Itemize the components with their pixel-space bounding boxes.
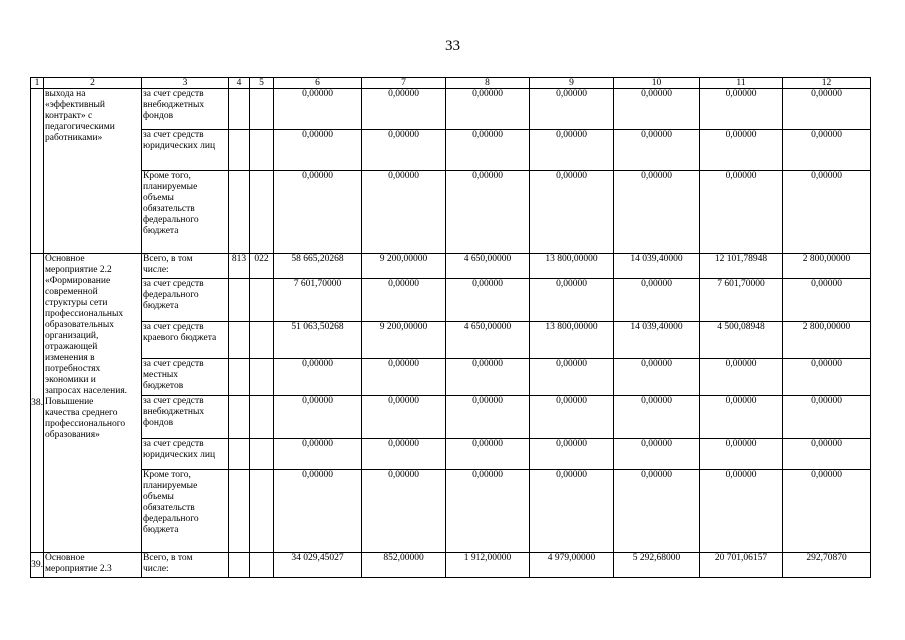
cell-line: объемы [143, 492, 174, 502]
value-cell: 0,00000 [446, 439, 530, 470]
header-cell: 6 [274, 78, 362, 89]
value-cell: 4 650,00000 [446, 254, 530, 279]
table-row [31, 359, 871, 396]
cell-line: бюджетов [143, 381, 184, 391]
budget-table [30, 77, 871, 578]
cell-line: «эффективный [45, 100, 106, 110]
cell-line: фондов [143, 418, 174, 428]
header-cell: 4 [229, 78, 250, 89]
cell-line: современной [45, 287, 98, 297]
value-cell: 0,00000 [362, 396, 446, 439]
header-cell: 5 [250, 78, 274, 89]
cell-line: образовательных [45, 320, 114, 330]
table-row [31, 254, 871, 279]
value-cell: 0,00000 [362, 130, 446, 171]
funding-source-cell [142, 254, 229, 279]
value-cell: 0,00000 [362, 359, 446, 396]
value-cell: 0,00000 [614, 89, 700, 130]
value-cell: 9 200,00000 [362, 322, 446, 359]
value-cell: 0,00000 [614, 396, 700, 439]
code-cell [250, 130, 274, 171]
cell-line: бюджета [143, 525, 179, 535]
value-cell: 0,00000 [530, 359, 614, 396]
cell-line: за счет средств [143, 322, 204, 332]
cell-line: контракт» с [45, 111, 93, 121]
value-cell: 0,00000 [700, 359, 783, 396]
table-row [31, 439, 871, 470]
cell-line: мероприятие 2.3 [45, 564, 112, 574]
value-cell: 0,00000 [274, 171, 362, 254]
header-cell: 9 [530, 78, 614, 89]
funding-source-cell [142, 439, 229, 470]
cell-line: структуры сети [45, 298, 108, 308]
table-row [31, 89, 871, 130]
value-cell: 4 650,00000 [446, 322, 530, 359]
value-cell: 0,00000 [614, 359, 700, 396]
value-cell: 0,00000 [362, 470, 446, 553]
cell-line: бюджета [143, 301, 179, 311]
funding-source-cell [142, 470, 229, 553]
value-cell: 7 601,70000 [274, 279, 362, 322]
header-cell: 11 [700, 78, 783, 89]
value-cell: 0,00000 [274, 130, 362, 171]
table-row [31, 130, 871, 171]
row-number-cell [31, 89, 44, 254]
measure-name-cell [44, 254, 142, 553]
code-cell [250, 470, 274, 553]
value-cell: 1 912,00000 [446, 553, 530, 578]
cell-line: экономики и [45, 375, 96, 385]
cell-line: запросах населения. [45, 386, 128, 396]
cell-line: профессионального [45, 419, 126, 429]
value-cell: 0,00000 [530, 279, 614, 322]
value-cell: 14 039,40000 [614, 254, 700, 279]
value-cell: 14 039,40000 [614, 322, 700, 359]
value-cell: 2 800,00000 [783, 254, 871, 279]
cell-line: за счет средств [143, 89, 204, 99]
value-cell: 0,00000 [446, 130, 530, 171]
cell-line: за счет средств [143, 396, 204, 406]
value-cell: 0,00000 [274, 89, 362, 130]
cell-line: обязательств [143, 204, 195, 214]
cell-line: педагогическими [45, 122, 115, 132]
value-cell: 4 500,08948 [700, 322, 783, 359]
cell-line: потребностях [45, 364, 101, 374]
code-cell [250, 171, 274, 254]
value-cell: 0,00000 [783, 279, 871, 322]
cell-line: бюджета [143, 226, 179, 236]
cell-line: планируемые [143, 182, 198, 192]
value-cell: 0,00000 [362, 171, 446, 254]
funding-source-cell [142, 130, 229, 171]
cell-line: Повышение [45, 397, 94, 407]
cell-line: внебюджетных [143, 407, 205, 417]
value-cell: 0,00000 [530, 89, 614, 130]
code-cell [250, 359, 274, 396]
funding-source-cell [142, 396, 229, 439]
value-cell: 0,00000 [614, 470, 700, 553]
value-cell: 0,00000 [614, 171, 700, 254]
header-cell: 1 [31, 78, 44, 89]
cell-line: организаций, [45, 331, 99, 341]
value-cell: 5 292,68000 [614, 553, 700, 578]
value-cell: 51 063,50268 [274, 322, 362, 359]
code-cell [229, 322, 250, 359]
cell-line: федерального [143, 215, 199, 225]
header-cell: 2 [44, 78, 142, 89]
cell-line: юридических лиц [143, 141, 216, 151]
row-number-cell: 39. [31, 553, 44, 578]
value-cell: 0,00000 [446, 396, 530, 439]
cell-line: отражающей [45, 342, 98, 352]
code-cell [250, 322, 274, 359]
funding-source-cell [142, 553, 229, 578]
cell-line: Основное [45, 254, 85, 264]
code-cell [229, 171, 250, 254]
value-cell: 13 800,00000 [530, 254, 614, 279]
value-cell: 0,00000 [362, 279, 446, 322]
code-cell [250, 439, 274, 470]
code-cell [229, 130, 250, 171]
table-row [31, 171, 871, 254]
code-cell [250, 553, 274, 578]
code-cell [229, 89, 250, 130]
value-cell: 0,00000 [362, 439, 446, 470]
value-cell: 0,00000 [530, 130, 614, 171]
cell-line: мероприятие 2.2 [45, 265, 112, 275]
value-cell: 0,00000 [446, 470, 530, 553]
value-cell: 0,00000 [783, 439, 871, 470]
funding-source-cell [142, 89, 229, 130]
cell-line: Основное [45, 553, 85, 563]
table-row [31, 553, 871, 578]
code-cell: 022 [250, 254, 274, 279]
value-cell: 0,00000 [700, 396, 783, 439]
table-row [31, 279, 871, 322]
code-cell [229, 359, 250, 396]
cell-line: образования» [45, 430, 100, 440]
value-cell: 0,00000 [700, 470, 783, 553]
cell-line: юридических лиц [143, 450, 216, 460]
funding-source-cell [142, 171, 229, 254]
cell-line: «Формирование [45, 276, 111, 286]
cell-line: выхода на [45, 89, 86, 99]
value-cell: 0,00000 [446, 359, 530, 396]
value-cell: 0,00000 [614, 439, 700, 470]
cell-line: профессиональных [45, 309, 124, 319]
code-cell [229, 470, 250, 553]
value-cell: 2 800,00000 [783, 322, 871, 359]
value-cell: 4 979,00000 [530, 553, 614, 578]
header-row [31, 78, 871, 89]
value-cell: 0,00000 [614, 130, 700, 171]
value-cell: 0,00000 [530, 396, 614, 439]
value-cell: 0,00000 [446, 89, 530, 130]
value-cell: 0,00000 [700, 89, 783, 130]
cell-line: краевого бюджета [143, 333, 217, 343]
code-cell: 813 [229, 254, 250, 279]
code-cell [250, 396, 274, 439]
value-cell: 20 701,06157 [700, 553, 783, 578]
cell-line: обязательств [143, 503, 195, 513]
code-cell [250, 279, 274, 322]
cell-line: федерального [143, 514, 199, 524]
cell-line: работниками» [45, 133, 103, 143]
cell-line: числе: [143, 265, 169, 275]
value-cell: 0,00000 [530, 470, 614, 553]
value-cell: 0,00000 [362, 89, 446, 130]
value-cell: 0,00000 [446, 279, 530, 322]
cell-line: за счет средств [143, 439, 204, 449]
value-cell: 0,00000 [783, 171, 871, 254]
value-cell: 0,00000 [446, 171, 530, 254]
header-cell: 10 [614, 78, 700, 89]
page-number: 33 [445, 38, 460, 54]
value-cell: 34 029,45027 [274, 553, 362, 578]
value-cell: 0,00000 [274, 396, 362, 439]
value-cell: 0,00000 [274, 439, 362, 470]
cell-line: Всего, в том [143, 254, 193, 264]
value-cell: 0,00000 [783, 396, 871, 439]
cell-line: фондов [143, 111, 174, 121]
cell-line: за счет средств [143, 359, 204, 369]
table-row [31, 470, 871, 553]
cell-line: изменения в [45, 353, 95, 363]
cell-line: Кроме того, [143, 171, 191, 181]
cell-line: планируемые [143, 481, 198, 491]
value-cell: 0,00000 [530, 439, 614, 470]
code-cell [229, 439, 250, 470]
cell-line: Кроме того, [143, 470, 191, 480]
value-cell: 0,00000 [274, 470, 362, 553]
cell-line: местных [143, 370, 179, 380]
code-cell [250, 89, 274, 130]
table-row [31, 396, 871, 439]
value-cell: 0,00000 [274, 359, 362, 396]
header-cell: 12 [783, 78, 871, 89]
code-cell [229, 553, 250, 578]
funding-source-cell [142, 322, 229, 359]
value-cell: 0,00000 [700, 171, 783, 254]
row-number-cell: 38. [31, 254, 44, 553]
value-cell: 0,00000 [700, 439, 783, 470]
value-cell: 58 665,20268 [274, 254, 362, 279]
value-cell: 9 200,00000 [362, 254, 446, 279]
value-cell: 0,00000 [783, 89, 871, 130]
value-cell: 0,00000 [530, 171, 614, 254]
cell-line: за счет средств [143, 279, 204, 289]
header-cell: 8 [446, 78, 530, 89]
value-cell: 0,00000 [783, 359, 871, 396]
header-cell: 3 [142, 78, 229, 89]
cell-line: федерального [143, 290, 199, 300]
code-cell [229, 396, 250, 439]
cell-line: за счет средств [143, 130, 204, 140]
value-cell: 0,00000 [614, 279, 700, 322]
value-cell: 12 101,78948 [700, 254, 783, 279]
funding-source-cell [142, 279, 229, 322]
table-row [31, 322, 871, 359]
value-cell: 0,00000 [783, 130, 871, 171]
value-cell: 292,70870 [783, 553, 871, 578]
funding-source-cell [142, 359, 229, 396]
cell-line: качества среднего [45, 408, 118, 418]
value-cell: 0,00000 [783, 470, 871, 553]
value-cell: 13 800,00000 [530, 322, 614, 359]
cell-line: числе: [143, 564, 169, 574]
value-cell: 852,00000 [362, 553, 446, 578]
code-cell [229, 279, 250, 322]
cell-line: объемы [143, 193, 174, 203]
header-cell: 7 [362, 78, 446, 89]
value-cell: 0,00000 [700, 130, 783, 171]
measure-name-cell [44, 89, 142, 254]
cell-line: Всего, в том [143, 553, 193, 563]
cell-line: внебюджетных [143, 100, 205, 110]
measure-name-cell [44, 553, 142, 578]
value-cell: 7 601,70000 [700, 279, 783, 322]
